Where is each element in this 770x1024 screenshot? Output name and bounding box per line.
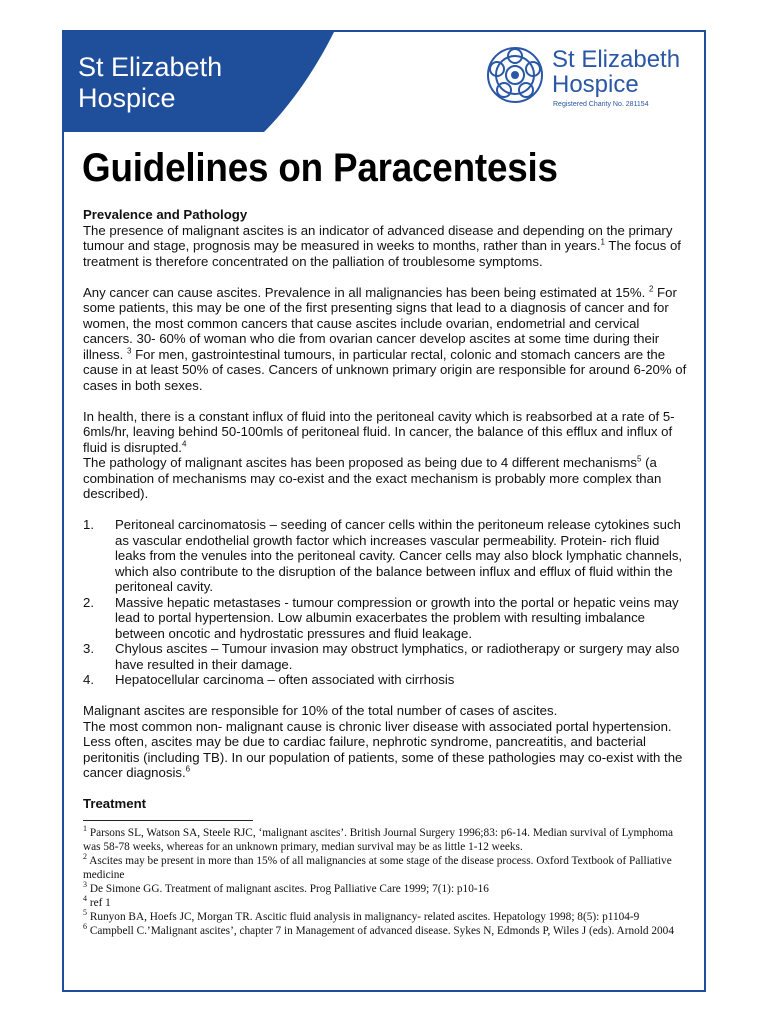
list-number: 1. [83, 517, 94, 532]
footnote-text: De Simone GG. Treatment of malignant ascites. Prog Palliative Care 1999; 7(1): p10-16 [87, 883, 489, 895]
logo-line-1: St Elizabeth [552, 46, 681, 73]
footnote-number: 3 [83, 880, 87, 890]
text: The focus of treatment is therefore concentrated on the palliation of troublesome symptoms. [83, 238, 681, 269]
paragraph-prevalence [83, 285, 688, 394]
footnote-ref: 3 [126, 346, 132, 356]
footnote-number: 5 [83, 908, 87, 918]
footnote [83, 882, 688, 896]
footnote [83, 854, 688, 882]
treatment-heading: Treatment [83, 796, 147, 811]
footnote-number: 1 [83, 824, 87, 834]
paragraph-mechanisms [83, 455, 688, 502]
footnote-number: 4 [83, 894, 87, 904]
list-text: Chylous ascites – Tumour invasion may obstruct lymphatics, or radiotherapy or surgery may also have resulted in their damage. [115, 641, 680, 672]
list-item [83, 672, 688, 688]
text: For men, gastrointestinal tumours, in particular rectal, colonic and stomach cancers are the cause in at least 50% of cases. Cancers of unknown primary origin are responsible for around 6-20% of cases in both sexes. [83, 346, 687, 393]
text: For some patients, this may be one of the first presenting signs that lead to a diagnosis of cancer and for women, the most common cancers that cause ascites include ovarian, endometrial and cervical cancers. 30- 60% of woman who die from ovarian cancer develop ascites at some time during their illness. [83, 284, 677, 362]
prevalence-heading: Prevalence and Pathology [83, 207, 248, 222]
list-item [83, 517, 688, 595]
charity-number: Registered Charity No. 281154 [553, 101, 649, 108]
text: The pathology of malignant ascites has been proposed as being due to 4 different mechanisms [83, 455, 637, 470]
footnote-ref: 2 [648, 284, 654, 294]
footnote [83, 910, 688, 924]
tudor-rose-logo-icon [484, 44, 546, 106]
paragraph-prognosis [83, 223, 688, 270]
paragraph-malignant-share: Malignant ascites are responsible for 10% of the total number of cases of ascites. [83, 703, 558, 718]
paragraph-physiology [83, 409, 688, 456]
footnote-number: 6 [83, 922, 87, 932]
list-number: 4. [83, 672, 94, 687]
list-item [83, 595, 688, 642]
footnote-number: 2 [83, 852, 87, 862]
logo-wordmark [552, 47, 680, 97]
banner-line-1: St Elizabeth [78, 52, 223, 82]
footnote-text: Campbell C.’Malignant ascites’, chapter 7 in Management of advanced disease. Sykes N, Edmonds P, Wiles J (eds). Arnold 2004 [87, 925, 674, 937]
footnote-ref: 1 [600, 237, 605, 247]
footnote-text: Runyon BA, Hoefs JC, Morgan TR. Ascitic fluid analysis in malignancy- related ascites. Hepatology 1998; 8(5): p1104-9 [87, 911, 640, 923]
footnote-text: Ascites may be present in more than 15% of all malignancies at some stage of the disease process. Oxford Textbook of Palliative medicine [83, 855, 672, 881]
footnote-text: Parsons SL, Watson SA, Steele RJC, ‘malignant ascites’. British Journal Surgery 1996;83: p6-14. Median survival of Lymphoma was 58-78 weeks, whereas for an unknown primary, median survival may be as little 1-12 weeks. [83, 827, 674, 853]
text: Any cancer can cause ascites. Prevalence in all malignancies has been being estimated at 15%. [83, 284, 649, 300]
list-text: Peritoneal carcinomatosis – seeding of cancer cells within the peritoneum release cytokines such as vascular endothelial growth factor which increases vascular permeability. Protein- rich fluid leaks from the venules into the peritoneal cavity. Cancer cells may also block lymphatic channels, which also contribute to the disruption of the balance between influx and efflux of fluid within the peritoneal cavity. [115, 517, 683, 594]
list-item [83, 641, 688, 672]
logo-line-2: Hospice [552, 71, 639, 98]
footnote [83, 924, 688, 938]
footnote-ref: 4 [181, 439, 187, 449]
document-body [83, 207, 688, 812]
footnote [83, 826, 688, 854]
list-number: 2. [83, 594, 94, 610]
footnote [83, 896, 688, 910]
mechanism-list [83, 517, 688, 688]
page-title: Guidelines on Paracentesis [82, 146, 558, 190]
text: The most common non- malignant cause is chronic liver disease with associated portal hypertension. Less often, ascites may be due to cardiac failure, nephrotic syndrome, pancreatitis, and bacterial peritonitis (including TB). In our population of patients, some of these pathologies may co-exist with the cancer diagnosis. [83, 718, 683, 780]
footnotes [83, 826, 688, 938]
list-text: Massive hepatic metastases - tumour compression or growth into the portal or hepatic veins may lead to portal hypertension. Low albumin exacerbates the problem with resulting imbalance between oncotic and hydrostatic pressures and fluid leakage. [115, 594, 679, 641]
paragraph-non-malignant [83, 719, 688, 781]
footnote-divider [83, 820, 253, 821]
text: The presence of malignant ascites is an indicator of advanced disease and depending on the primary tumour and stage, prognosis may be measured in weeks to months, rather than in years. [83, 222, 673, 253]
text: In health, there is a constant influx of fluid into the peritoneal cavity which is reabsorbed at a rate of 5-6mls/hr, leaving behind 50-100mls of peritoneal fluid. In cancer, the balance of this efflux and influx of fluid is disrupted. [83, 408, 675, 455]
list-text: Hepatocellular carcinoma – often associated with cirrhosis [115, 672, 455, 687]
footnote-text: ref 1 [87, 897, 111, 909]
text: (a combination of mechanisms may co-exist and the exact mechanism is probably more complex than described). [83, 455, 662, 501]
list-number: 3. [83, 641, 94, 656]
footnote-ref: 5 [636, 454, 642, 464]
banner-line-2: Hospice [78, 83, 176, 113]
banner-title [78, 52, 222, 114]
footnote-ref: 6 [185, 764, 191, 774]
